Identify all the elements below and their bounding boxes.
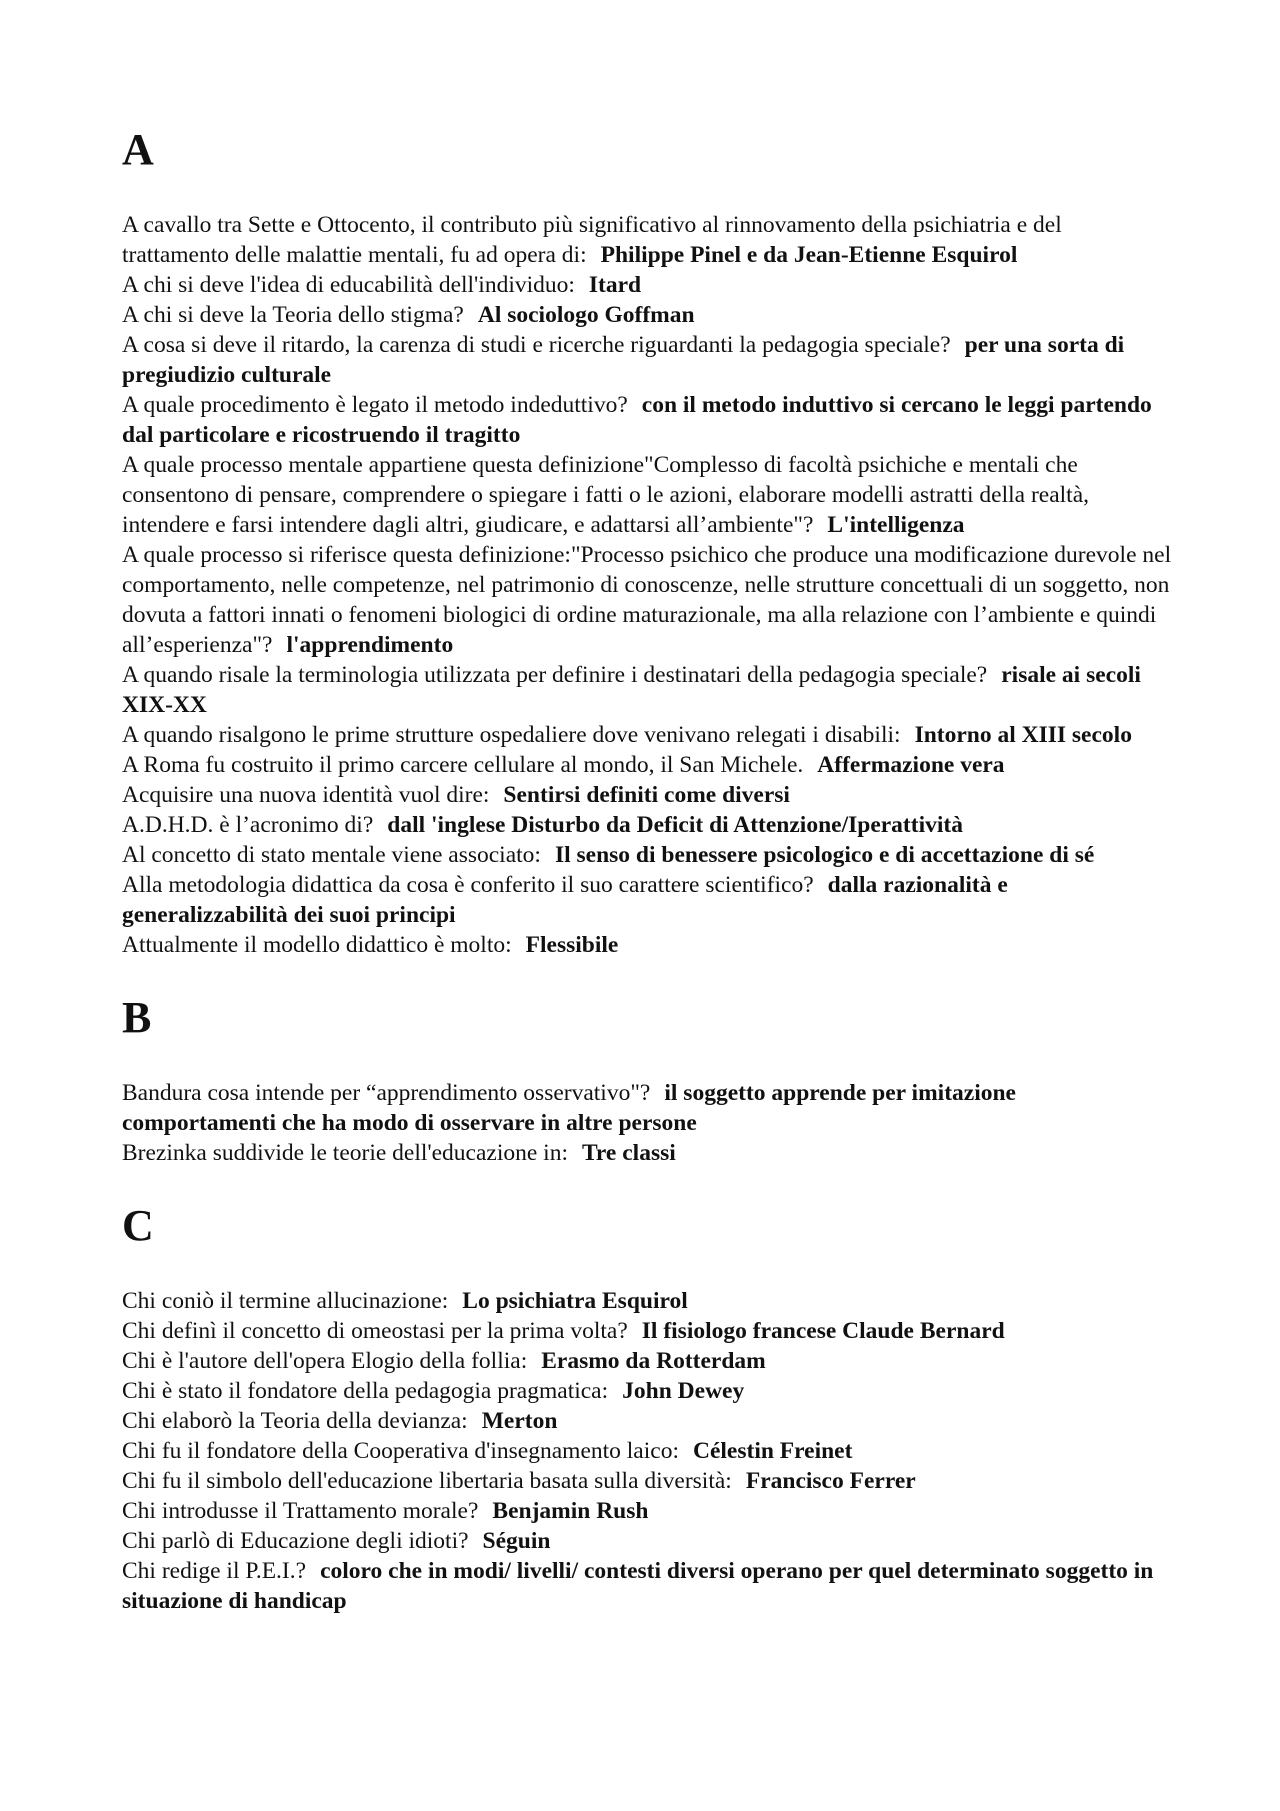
answer-text: Merton (481, 1408, 558, 1434)
qa-list (122, 1286, 1172, 1616)
question-text: A chi si deve l'idea di educabilità dell'individuo: (122, 272, 575, 298)
list-item (122, 780, 1172, 810)
question-text: Bandura cosa intende per “apprendimento osservativo"? (122, 1080, 651, 1106)
answer-text: Il senso di benessere psicologico e di accettazione di sé (554, 842, 1095, 868)
section-c (122, 1198, 1172, 1616)
list-item (122, 270, 1172, 300)
list-item (122, 720, 1172, 750)
section-b (122, 990, 1172, 1168)
question-text: A cosa si deve il ritardo, la carenza di studi e ricerche riguardanti la pedagogia speciale? (122, 332, 951, 358)
answer-text: Affermazione vera (817, 752, 1005, 778)
question-text: A quale processo mentale appartiene questa definizione"Complesso di facoltà psichiche e mentali che consentono di pensare, comprendere o spiegare i fatti o le azioni, elaborare modelli astratti della realtà, intendere e farsi intendere dagli altri, giudicare, e adattarsi all’ambiente"? (122, 452, 1090, 538)
list-item (122, 1316, 1172, 1346)
question-text: A.D.H.D. è l’acronimo di? (122, 812, 374, 838)
list-item (122, 1078, 1172, 1138)
section-heading: A (122, 125, 154, 174)
question-text: A cavallo tra Sette e Ottocento, il contributo più significativo al rinnovamento della psichiatria e del trattamento delle malattie mentali, fu ad opera di: (122, 212, 1062, 268)
question-text: Chi fu il simbolo dell'educazione libertaria basata sulla diversità: (122, 1468, 732, 1494)
list-item (122, 1466, 1172, 1496)
answer-text: Philippe Pinel e da Jean-Etienne Esquirol (600, 242, 1018, 268)
question-text: A quando risalgono le prime strutture ospedaliere dove venivano relegati i disabili: (122, 722, 901, 748)
answer-text: Al sociologo Goffman (477, 302, 695, 328)
question-text: A quale procedimento è legato il metodo indeduttivo? (122, 392, 628, 418)
list-item (122, 810, 1172, 840)
list-item (122, 540, 1172, 660)
list-item (122, 660, 1172, 720)
answer-text: Intorno al XIII secolo (914, 722, 1132, 748)
answer-text: dall 'inglese Disturbo da Deficit di Attenzione/Iperattività (387, 812, 963, 838)
list-item (122, 1138, 1172, 1168)
list-item (122, 870, 1172, 930)
list-item (122, 840, 1172, 870)
answer-text: con il metodo induttivo si cercano le leggi partendo dal particolare e ricostruendo il tragitto (122, 392, 1152, 448)
answer-text: coloro che in modi/ livelli/ contesti diversi operano per quel determinato soggetto in situazione di handicap (122, 1558, 1154, 1614)
answer-text: Flessibile (525, 932, 619, 958)
question-text: Chi elaborò la Teoria della devianza: (122, 1408, 468, 1434)
answer-text: Tre classi (582, 1140, 676, 1166)
list-item (122, 390, 1172, 450)
qa-list (122, 1078, 1172, 1168)
question-text: Acquisire una nuova identità vuol dire: (122, 782, 490, 808)
section-heading: C (122, 1201, 154, 1250)
answer-text: risale ai secoli XIX-XX (122, 662, 1141, 718)
list-item (122, 300, 1172, 330)
list-item (122, 1496, 1172, 1526)
question-text: Alla metodologia didattica da cosa è conferito il suo carattere scientifico? (122, 872, 814, 898)
question-text: A quando risale la terminologia utilizzata per definire i destinatari della pedagogia speciale? (122, 662, 988, 688)
question-text: Chi è stato il fondatore della pedagogia pragmatica: (122, 1378, 609, 1404)
answer-text: Erasmo da Rotterdam (541, 1348, 766, 1374)
answer-text: dalla razionalità e generalizzabilità dei suoi principi (122, 872, 1008, 928)
list-item (122, 450, 1172, 540)
list-item (122, 330, 1172, 390)
list-item (122, 1556, 1172, 1616)
answer-text: Francisco Ferrer (745, 1468, 916, 1494)
answer-text: Benjamin Rush (492, 1498, 649, 1524)
list-item (122, 1286, 1172, 1316)
list-item (122, 1526, 1172, 1556)
list-item (122, 210, 1172, 270)
question-text: A Roma fu costruito il primo carcere cellulare al mondo, il San Michele. (122, 752, 804, 778)
question-text: Al concetto di stato mentale viene associato: (122, 842, 541, 868)
question-text: Chi fu il fondatore della Cooperativa d'insegnamento laico: (122, 1438, 679, 1464)
answer-text: John Dewey (622, 1378, 745, 1404)
question-text: Chi redige il P.E.I.? (122, 1558, 307, 1584)
question-text: A quale processo si riferisce questa definizione:"Processo psichico che produce una modificazione durevole nel comportamento, nelle competenze, nel patrimonio di conoscenze, nelle strutture concettuali di un soggetto, non dovuta a fattori innati o fenomeni biologici di ordine maturazionale, ma alla relazione con l’ambiente e quindi all’esperienza"? (122, 542, 1172, 658)
question-text: Brezinka suddivide le teorie dell'educazione in: (122, 1140, 568, 1166)
list-item (122, 1346, 1172, 1376)
list-item (122, 750, 1172, 780)
answer-text: Lo psichiatra Esquirol (462, 1288, 688, 1314)
question-text: Chi introdusse il Trattamento morale? (122, 1498, 479, 1524)
section-a (122, 122, 1172, 960)
answer-text: Sentirsi definiti come diversi (503, 782, 790, 808)
answer-text: Il fisiologo francese Claude Bernard (641, 1318, 1005, 1344)
answer-text: per una sorta di pregiudizio culturale (122, 332, 1125, 388)
answer-text: il soggetto apprende per imitazione comportamenti che ha modo di osservare in altre persone (122, 1080, 1016, 1136)
list-item (122, 1376, 1172, 1406)
answer-text: Séguin (482, 1528, 551, 1554)
answer-text: Itard (588, 272, 642, 298)
question-text: Chi parlò di Educazione degli idioti? (122, 1528, 469, 1554)
answer-text: l'apprendimento (286, 632, 454, 658)
list-item (122, 1406, 1172, 1436)
list-item (122, 1436, 1172, 1466)
question-text: Attualmente il modello didattico è molto: (122, 932, 512, 958)
section-heading: B (122, 993, 152, 1042)
answer-text: L'intelligenza (827, 512, 965, 538)
list-item (122, 930, 1172, 960)
question-text: A chi si deve la Teoria dello stigma? (122, 302, 464, 328)
qa-list (122, 210, 1172, 960)
document-page (122, 122, 1172, 1616)
question-text: Chi è l'autore dell'opera Elogio della follia: (122, 1348, 528, 1374)
answer-text: Célestin Freinet (692, 1438, 853, 1464)
question-text: Chi definì il concetto di omeostasi per la prima volta? (122, 1318, 628, 1344)
question-text: Chi coniò il termine allucinazione: (122, 1288, 449, 1314)
